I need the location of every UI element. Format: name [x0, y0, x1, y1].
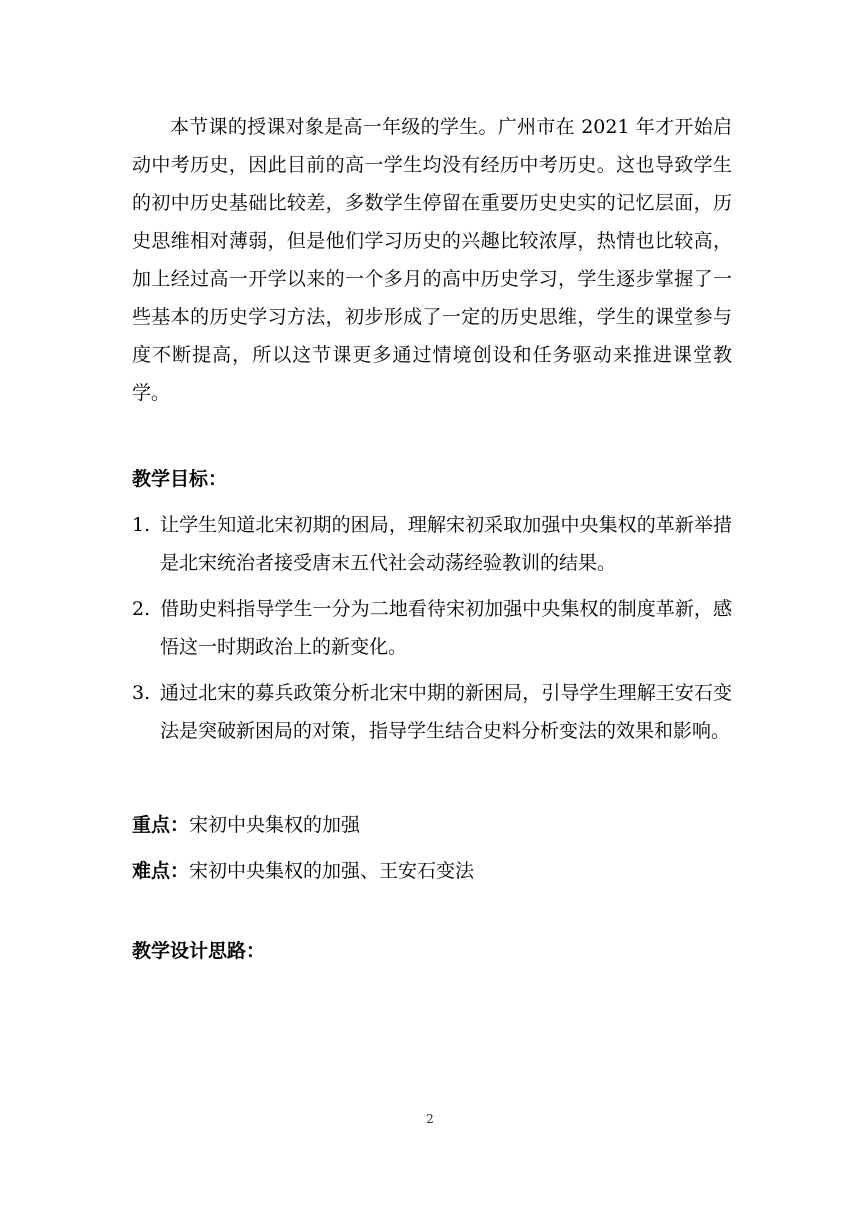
goal-number: 1. — [132, 514, 151, 536]
key-point-label: 重点： — [132, 814, 190, 836]
page-number: 2 — [426, 1112, 434, 1126]
intro-paragraph: 本节课的授课对象是高一年级的学生。广州市在 2021 年才开始启动中考历史，因此目前的高一学生均没有经历中考历史。这也导致学生的初中历史基础比较差，多数学生停留在重要历史史实的记忆层面，历史思维相对薄弱，但是他们学习历史的兴趣比较浓厚，热情也比较高，加上经过高一开学以来的一个多月的高中历史学习，学生逐步掌握了一些基本的历史学习方法，初步形成了一定的历史思维，学生的课堂参与度不断提高，所以这节课更多通过情境创设和任务驱动来推进课堂教学。 — [132, 116, 732, 404]
difficult-point-label: 难点： — [132, 860, 190, 882]
goal-number: 2. — [132, 598, 151, 620]
spacer — [132, 758, 732, 806]
goals-list — [132, 506, 732, 750]
goal-text: 借助史料指导学生一分为二地看待宋初加强中央集权的制度革新，感悟这一时期政治上的新变化。 — [160, 598, 732, 658]
goal-text: 通过北宋的募兵政策分析北宋中期的新困局，引导学生理解王安石变法是突破新困局的对策，指导学生结合史料分析变法的效果和影响。 — [160, 682, 732, 742]
goal-number: 3. — [132, 682, 151, 704]
key-point — [132, 806, 732, 844]
difficult-point — [132, 852, 732, 890]
goal-item — [132, 506, 732, 582]
goals-heading: 教学目标： — [132, 468, 228, 490]
goal-item — [132, 590, 732, 666]
goal-item — [132, 674, 732, 750]
spacer — [132, 498, 732, 506]
spacer — [132, 412, 732, 460]
goal-text: 让学生知道北宋初期的困局，理解宋初采取加强中央集权的革新举措是北宋统治者接受唐末五代社会动荡经验教训的结果。 — [160, 514, 732, 574]
page-content — [132, 108, 732, 970]
key-point-text: 宋初中央集权的加强 — [189, 814, 361, 836]
spacer — [132, 898, 732, 932]
design-heading: 教学设计思路： — [132, 940, 266, 962]
difficult-point-text: 宋初中央集权的加强、王安石变法 — [189, 860, 475, 882]
